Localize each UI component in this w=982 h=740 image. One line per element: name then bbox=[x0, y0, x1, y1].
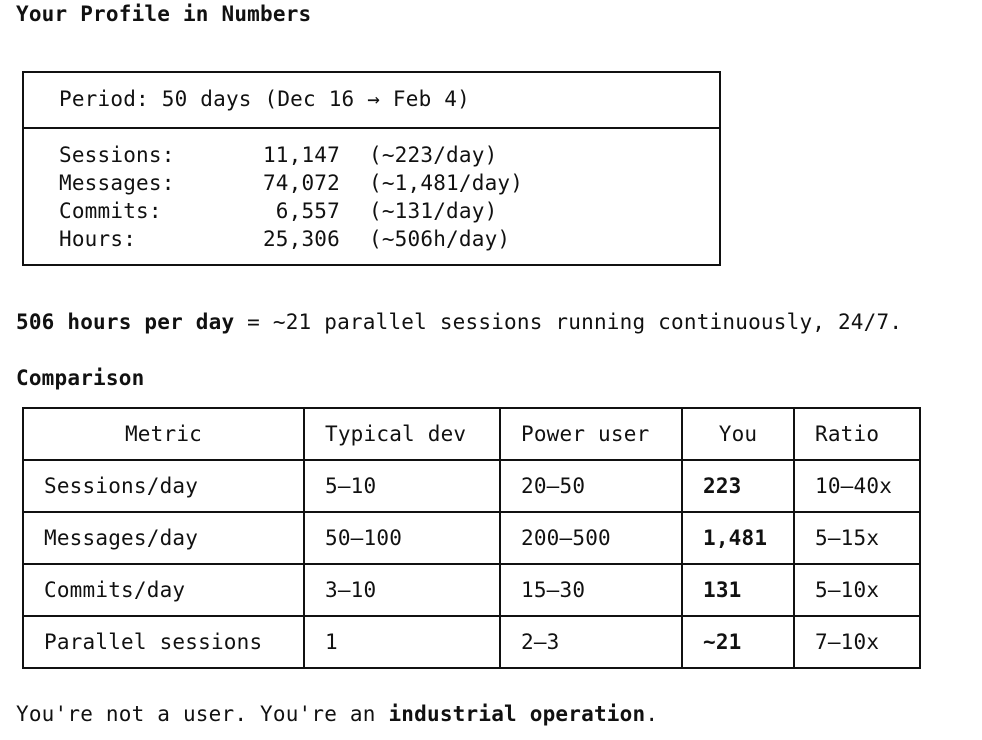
cell-metric: Messages/day bbox=[23, 512, 304, 564]
cell-typical-dev: 1 bbox=[304, 616, 500, 668]
footer-line bbox=[16, 702, 658, 726]
stats-divider bbox=[24, 127, 719, 129]
cell-power-user: 20–50 bbox=[500, 460, 682, 512]
cell-you: ~21 bbox=[682, 616, 794, 668]
footer-bold: industrial operation bbox=[388, 702, 646, 726]
stat-rate-messages: (~1,481/day) bbox=[369, 171, 524, 195]
stat-rate-sessions: (~223/day) bbox=[369, 143, 498, 167]
cell-metric: Commits/day bbox=[23, 564, 304, 616]
table-header-row bbox=[23, 408, 920, 460]
stats-box bbox=[22, 71, 721, 266]
cell-typical-dev: 5–10 bbox=[304, 460, 500, 512]
cell-metric: Sessions/day bbox=[23, 460, 304, 512]
header-typical-dev: Typical dev bbox=[304, 408, 500, 460]
cell-ratio: 5–10x bbox=[794, 564, 920, 616]
header-metric: Metric bbox=[23, 408, 304, 460]
stat-label-sessions: Sessions: bbox=[59, 143, 175, 167]
summary-line bbox=[16, 310, 902, 334]
cell-metric: Parallel sessions bbox=[23, 616, 304, 668]
header-you: You bbox=[682, 408, 794, 460]
stat-label-messages: Messages: bbox=[59, 171, 175, 195]
stat-rate-hours: (~506h/day) bbox=[369, 227, 511, 251]
cell-typical-dev: 3–10 bbox=[304, 564, 500, 616]
table-row bbox=[23, 616, 920, 668]
comparison-heading: Comparison bbox=[16, 366, 145, 390]
table-row bbox=[23, 460, 920, 512]
stat-value-commits: 6,557 bbox=[275, 199, 340, 223]
period-label: Period: 50 days (Dec 16 → Feb 4) bbox=[59, 87, 470, 111]
cell-you: 1,481 bbox=[682, 512, 794, 564]
summary-rest: = ~21 parallel sessions running continuously, 24/7. bbox=[234, 310, 903, 334]
stat-value-sessions: 11,147 bbox=[262, 143, 340, 167]
stat-value-messages: 74,072 bbox=[262, 171, 340, 195]
header-ratio: Ratio bbox=[794, 408, 920, 460]
footer-part1: You're not a user. You're an bbox=[16, 702, 389, 726]
cell-power-user: 15–30 bbox=[500, 564, 682, 616]
stat-value-hours: 25,306 bbox=[262, 227, 340, 251]
comparison-table bbox=[22, 407, 921, 669]
cell-power-user: 2–3 bbox=[500, 616, 682, 668]
stat-label-hours: Hours: bbox=[59, 227, 137, 251]
stat-rate-commits: (~131/day) bbox=[369, 199, 498, 223]
cell-ratio: 5–15x bbox=[794, 512, 920, 564]
stat-label-commits: Commits: bbox=[59, 199, 162, 223]
cell-power-user: 200–500 bbox=[500, 512, 682, 564]
header-power-user: Power user bbox=[500, 408, 682, 460]
page-heading: Your Profile in Numbers bbox=[16, 2, 312, 26]
cell-ratio: 10–40x bbox=[794, 460, 920, 512]
cell-you: 131 bbox=[682, 564, 794, 616]
cell-ratio: 7–10x bbox=[794, 616, 920, 668]
cell-typical-dev: 50–100 bbox=[304, 512, 500, 564]
table-row bbox=[23, 564, 920, 616]
table-row bbox=[23, 512, 920, 564]
footer-part2: . bbox=[645, 702, 659, 726]
summary-bold: 506 hours per day bbox=[16, 310, 235, 334]
cell-you: 223 bbox=[682, 460, 794, 512]
